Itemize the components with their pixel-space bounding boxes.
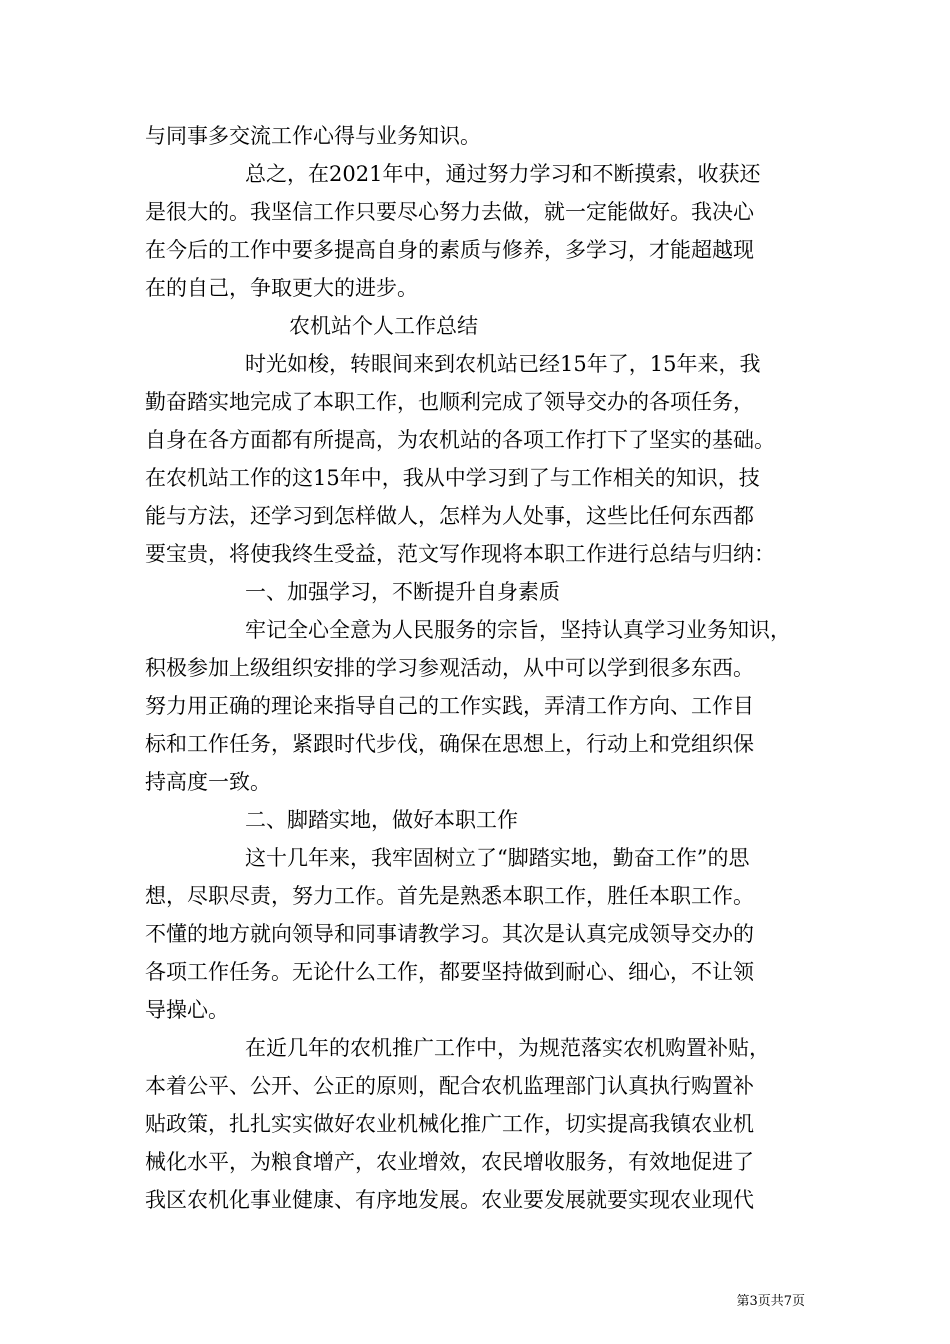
text-line: 牢记全心全意为人民服务的宗旨，坚持认真学习业务知识， <box>245 618 791 642</box>
text-line: 是很大的。我坚信工作只要尽心努力去做，就一定能做好。我决心 <box>145 200 754 224</box>
text-line: 积极参加上级组织安排的学习参观活动，从中可以学到很多东西。 <box>145 656 754 680</box>
section-heading: 二、脚踏实地，做好本职工作 <box>245 808 518 832</box>
text-line: 不懂的地方就向领导和同事请教学习。其次是认真完成领导交办的 <box>145 922 754 946</box>
text-line: 贴政策，扎扎实实做好农业机械化推广工作，切实提高我镇农业机 <box>145 1112 754 1136</box>
text-line: 标和工作任务，紧跟时代步伐，确保在思想上，行动上和党组织保 <box>145 732 754 756</box>
page-number: 第3页共7页 <box>736 1294 805 1309</box>
text-line: 在今后的工作中要多提高自身的素质与修养，多学习，才能超越现 <box>145 238 754 262</box>
text-line: 总之，在2021年中，通过努力学习和不断摸索，收获还 <box>245 162 761 186</box>
text-line: 械化水平，为粮食增产，农业增效，农民增收服务，有效地促进了 <box>145 1150 754 1174</box>
text-line: 本着公平、公开、公正的原则，配合农机监理部门认真执行购置补 <box>145 1074 754 1098</box>
text-line: 能与方法，还学习到怎样做人，怎样为人处事，这些比任何东西都 <box>145 504 754 528</box>
text-line: 与同事多交流工作心得与业务知识。 <box>145 124 481 148</box>
text-line: 在的自己，争取更大的进步。 <box>145 276 418 300</box>
text-line: 这十几年来，我牢固树立了“脚踏实地，勤奋工作”的思 <box>245 846 750 870</box>
text-line: 努力用正确的理论来指导自己的工作实践，弄清工作方向、工作目 <box>145 694 754 718</box>
text-line: 在近几年的农机推广工作中，为规范落实农机购置补贴， <box>245 1036 770 1060</box>
section-heading: 一、加强学习，不断提升自身素质 <box>245 580 560 604</box>
text-line: 我区农机化事业健康、有序地发展。农业要发展就要实现农业现代 <box>145 1188 754 1212</box>
text-line: 导操心。 <box>145 998 229 1022</box>
text-line: 自身在各方面都有所提高，为农机站的各项工作打下了坚实的基础。 <box>145 428 775 452</box>
text-line: 想，尽职尽责，努力工作。首先是熟悉本职工作，胜任本职工作。 <box>145 884 754 908</box>
section-title: 农机站个人工作总结 <box>289 314 478 338</box>
text-line: 时光如梭，转眼间来到农机站已经15年了，15年来，我 <box>245 352 761 376</box>
document-body <box>145 117 825 1219</box>
text-line: 勤奋踏实地完成了本职工作，也顺利完成了领导交办的各项任务， <box>145 390 754 414</box>
text-line: 要宝贵，将使我终生受益，范文写作现将本职工作进行总结与归纳： <box>145 542 775 566</box>
text-line: 在农机站工作的这15年中，我从中学习到了与工作相关的知识，技 <box>145 466 760 490</box>
text-line: 各项工作任务。无论什么工作，都要坚持做到耐心、细心，不让领 <box>145 960 754 984</box>
text-line: 持高度一致。 <box>145 770 271 794</box>
